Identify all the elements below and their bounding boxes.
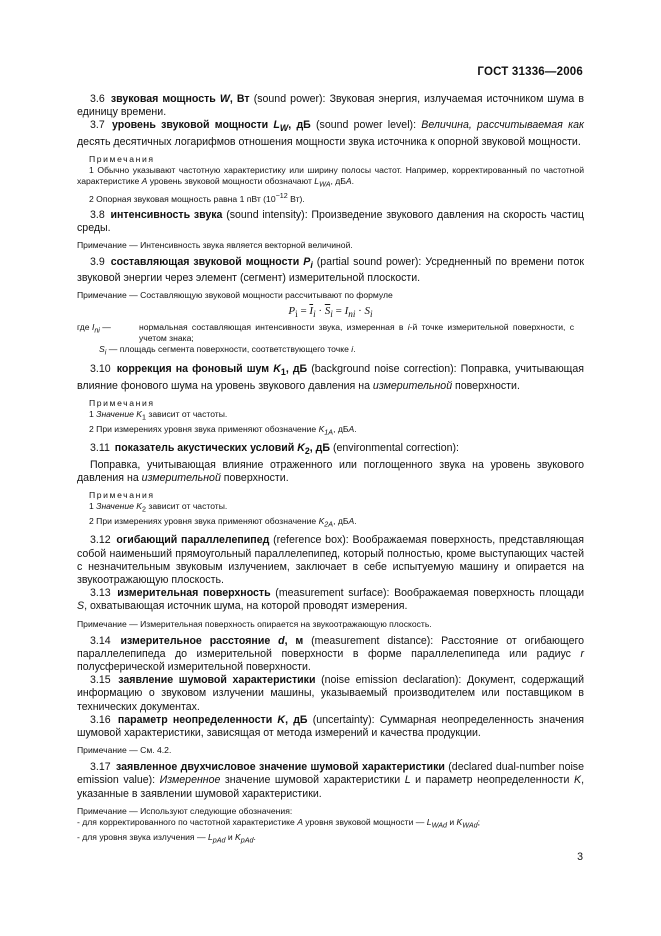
note-text: ; [477, 816, 481, 827]
note-text-italic: Значение [96, 408, 134, 419]
clause-number: 3.9 [90, 255, 105, 268]
note-sym: K [456, 816, 463, 827]
symbol: K [573, 774, 582, 787]
note-sym: A [348, 423, 355, 434]
symbol: L [273, 119, 280, 132]
symbol-sub: 2 [304, 446, 310, 457]
definition: Расстояние от огибающего параллелепипеда до измерительной поверхности в форме параллелепипеда или радиус [77, 634, 584, 660]
notes-heading: Примечания [89, 490, 155, 500]
note-text: зависит от частоты. [146, 408, 228, 419]
f-sym: $\overline{S}$ [324, 305, 331, 318]
clause-number: 3.8 [90, 208, 105, 221]
unit: , дБ [285, 363, 308, 376]
note-bullet-1 [77, 817, 584, 832]
definition-mid: и параметр неопределенности [410, 774, 574, 787]
note-sub: WA [319, 180, 331, 189]
f-sub: i [370, 309, 373, 320]
note-1 [77, 165, 584, 191]
where-sym: i [351, 343, 354, 354]
clause-number: 3.16 [90, 713, 111, 726]
note-2 [77, 191, 584, 205]
clause-3-14 [77, 635, 584, 675]
where-lead [99, 344, 356, 359]
definition: Усредненный по времени поток звуковой энергии через элемент (сегмент) измерительной плоскости. [77, 255, 584, 285]
note-text: уровень звуковой мощности обозначают [147, 175, 315, 186]
definition-italic: Величина, рассчитываемая как [421, 119, 584, 132]
symbol-sub: i [310, 260, 313, 271]
note-sub: 2A [324, 520, 334, 529]
english-term: (measurement surface): [270, 587, 395, 600]
f-sub: i [330, 309, 333, 320]
clause-number: 3.6 [90, 93, 105, 105]
note: Примечание — Измерительная поверхность опирается на звукоотражающую плоскость. [77, 618, 432, 629]
note-sub: pAd [212, 836, 226, 845]
definition: Поправка, учитывающая влияние фонового шума на уровень звукового давления на [77, 363, 584, 392]
f-op: · [315, 305, 325, 318]
definition-italic: Измеренное [159, 774, 221, 787]
english-term: (environmental correction): [330, 442, 459, 455]
note-text: 1 Обычно указывают частотную характеристику или ширину полосы частот. Например, корректированный по частотной характеристике [77, 164, 584, 186]
note-text: 1 [89, 408, 97, 419]
definition: Поправка, учитывающая влияние отраженного или поглощенного звука на уровень звукового давления на [77, 458, 584, 484]
note-sym: L [426, 816, 432, 827]
note-text: . [253, 831, 256, 842]
definition: Звуковая энергия, излучаемая источником шума в единицу времени. [77, 93, 584, 119]
term: звуковая мощность [110, 93, 216, 105]
where-sym: I [91, 321, 95, 332]
where-word: где [77, 321, 92, 332]
note-bullet-2 [77, 832, 584, 847]
clause-number: 3.12 [90, 534, 111, 547]
f-op: · [355, 305, 365, 318]
clause-3-13 [77, 587, 584, 613]
note-sym: K [133, 501, 143, 511]
term: заявление шумовой характеристики [118, 674, 316, 687]
clause-3-11-definition [77, 459, 584, 485]
definition: Документ, содержащий информацию о звуковом излучении машины, указываемый производителем или поставщиком в технических документах. [77, 674, 584, 713]
clause-3-11 [77, 442, 584, 458]
note-text-italic: Значение [96, 501, 134, 511]
notes-heading: Примечания [89, 397, 155, 408]
clause-number: 3.14 [90, 634, 111, 647]
notes-heading: Примечания [89, 153, 155, 164]
note-text: - для корректированного по частотной характеристике [77, 816, 298, 827]
where-line-1 [77, 322, 584, 344]
where-dash: — [106, 343, 120, 354]
f-op: = [297, 305, 310, 318]
note-sym: K [133, 408, 143, 419]
note-text: 2 Опорная звуковая мощность равна 1 пВт (10 [89, 193, 276, 204]
unit: , дБ [288, 119, 311, 132]
note-sub: 1 [142, 413, 147, 422]
where-sub: ni [94, 326, 100, 335]
note-sub: 2 [142, 505, 147, 514]
note-text: Вт). [287, 193, 305, 204]
definition: Воображаемая поверхность, представляющая собой наименьший прямоугольный параллелепипед, который полностью, кроме выступающих частей с незначительным звуковым излучением, заключает в себе испытуемую машину и опирается на звукоотражающую плоскость. [77, 534, 584, 587]
english-term: (reference box): [269, 534, 353, 547]
symbol-sub: W [279, 123, 289, 134]
term: показатель акустических условий [114, 442, 295, 455]
f-sub: i [295, 309, 298, 320]
clause-number: 3.15 [90, 674, 111, 687]
note-text: , дБ [330, 175, 346, 186]
unit: , дБ [285, 713, 308, 726]
note-sup: −12 [275, 191, 288, 200]
f-sym: S [364, 305, 371, 318]
f-sub: i [313, 309, 316, 320]
english-term: (measurement distance): [303, 634, 442, 647]
term: заявленное двухчисловое значение шумовой характеристики [116, 761, 445, 774]
clause-number: 3.13 [90, 587, 111, 600]
f-sym: $\overline{I}$ [309, 305, 314, 318]
note-sym: L [314, 175, 320, 186]
term: параметр неопределенности [117, 713, 273, 726]
where-text-a: нормальная составляющая интенсивности звука, измеренная в [139, 321, 408, 332]
english-term: (partial sound power): [312, 255, 426, 268]
note-text: 2 При измерениях уровня звука применяют обозначение [89, 423, 319, 434]
english-term: (sound power level): [310, 119, 422, 132]
english-term: (sound power): [249, 93, 330, 105]
page-header: ГОСТ 31336—2006 [477, 66, 583, 78]
clause-3-6 [77, 93, 584, 119]
f-sym: P [288, 305, 296, 318]
english-term: (uncertainty): [307, 713, 380, 726]
f-op: = [332, 305, 345, 318]
unit: , м [284, 634, 304, 647]
definition: Суммарная неопределенность значения шумовой характеристики, зависящая от метода измерений и качества продукции. [77, 713, 584, 740]
note-1 [77, 409, 584, 424]
english-term: (sound intensity): [222, 208, 312, 221]
symbol: K [277, 713, 286, 726]
note-sub: WAd [462, 821, 478, 830]
symbol: d [278, 634, 285, 647]
formula [77, 305, 584, 319]
note-2 [77, 424, 584, 439]
where-text: площадь сегмента поверхности, соответствующего точке [119, 343, 352, 354]
note-sub: WAd [431, 821, 447, 830]
document-body [77, 93, 584, 846]
where-sym: i [407, 321, 410, 332]
note-text: . [354, 423, 357, 434]
clause-3-7 [77, 119, 584, 149]
english-term: (background noise correction): [307, 363, 461, 376]
english-term: (declared dual-number noise emission value): [77, 761, 584, 787]
english-term: (noise emission declaration): [315, 674, 468, 687]
note-text: , дБ [333, 515, 349, 526]
f-sub: ni [348, 309, 356, 320]
note-1 [77, 501, 584, 516]
note-sym: A [297, 816, 303, 827]
definition-italic: r [580, 647, 584, 660]
clause-number: 3.11 [90, 442, 110, 455]
note-sym: A [141, 175, 148, 186]
note-2 [77, 516, 584, 531]
unit: , Вт [229, 93, 250, 105]
definition-end: поверхности. [220, 471, 289, 484]
note-sym: A [348, 515, 355, 526]
note: Примечание — Интенсивность звука является векторной величиной. [77, 239, 353, 250]
definition: Воображаемая поверхность площади [394, 587, 585, 600]
where-text [77, 322, 584, 344]
page-number: 3 [577, 851, 583, 863]
symbol: P [303, 255, 311, 268]
note-text: уровня звуковой мощности — [302, 816, 427, 827]
note: Примечание — Используют следующие обозначения: [77, 805, 293, 816]
note-text: 2 При измерениях уровня звука применяют обозначение [89, 515, 319, 526]
clause-number: 3.7 [90, 119, 105, 132]
where-sym: S [99, 343, 105, 354]
symbol: L [404, 774, 411, 787]
definition-italic: S [77, 600, 85, 613]
clause-number: 3.10 [90, 363, 111, 376]
symbol: W [219, 93, 230, 105]
clause-3-8 [77, 209, 584, 235]
term: огибающий параллелепипед [116, 534, 270, 547]
clause-3-9 [77, 256, 584, 286]
term: интенсивность звука [110, 208, 223, 221]
note-sym: K [318, 515, 325, 526]
definition-end: , указанные в заявлении шумовой характеристики. [77, 774, 585, 800]
definition-end: полусферической измерительной поверхности. [77, 661, 311, 674]
note-text: . [351, 175, 355, 186]
definition-end: поверхности. [452, 379, 520, 392]
definition-end: , охватывающая источник шума, на которой проводят измерения. [84, 600, 408, 613]
where-line-2 [77, 344, 584, 359]
symbol: K [273, 363, 281, 376]
clause-3-10 [77, 363, 584, 393]
where-dash: — [99, 321, 111, 332]
term: составляющая звуковой мощности [110, 255, 300, 268]
note: Примечание — См. 4.2. [77, 745, 172, 756]
note-sub: 1A [324, 428, 334, 437]
note-text: и [225, 831, 236, 842]
where-sub: i [104, 348, 107, 357]
note-text: и [446, 816, 457, 827]
definition: десять десятичных логарифмов отношения мощности звука источника к опорной звуковой мощности. [77, 135, 581, 148]
where-text-b: -й точке измерительной поверхности, с учетом знака; [139, 321, 574, 343]
note: Примечание — Составляющую звуковой мощности рассчитывают по формуле [77, 290, 393, 301]
clause-3-17 [77, 761, 584, 801]
definition: значение шумовой характеристики [220, 774, 405, 787]
note-sym: A [345, 175, 352, 186]
clause-3-16 [77, 714, 584, 740]
definition-italic: измерительной [372, 379, 453, 392]
definition-italic: измерительной [141, 471, 221, 484]
where-text: . [353, 343, 356, 354]
note-sub: pAd [240, 836, 254, 845]
symbol-sub: 1 [280, 367, 286, 378]
term: измерительная поверхность [117, 587, 271, 600]
note-sym: K [318, 423, 325, 434]
clause-3-12 [77, 534, 584, 587]
note-text: . [354, 515, 357, 526]
term: коррекция на фоновый шум [116, 363, 270, 376]
f-sym: I [344, 305, 349, 318]
term: измерительное расстояние [120, 634, 271, 647]
clause-number: 3.17 [90, 761, 111, 774]
term: уровень звуковой мощности [111, 119, 269, 132]
clause-3-15 [77, 674, 584, 714]
note-text: , дБ [333, 423, 349, 434]
note-sym: L [207, 831, 213, 842]
note-text: зависит от частоты. [146, 501, 228, 511]
note-text: 1 [89, 501, 97, 511]
note-sym: K [235, 831, 241, 842]
definition: Произведение звукового давления на скорость частиц среды. [77, 208, 584, 234]
symbol: K [297, 442, 305, 455]
unit: , дБ [309, 442, 331, 455]
note-text: - для уровня звука излучения — [77, 831, 208, 842]
